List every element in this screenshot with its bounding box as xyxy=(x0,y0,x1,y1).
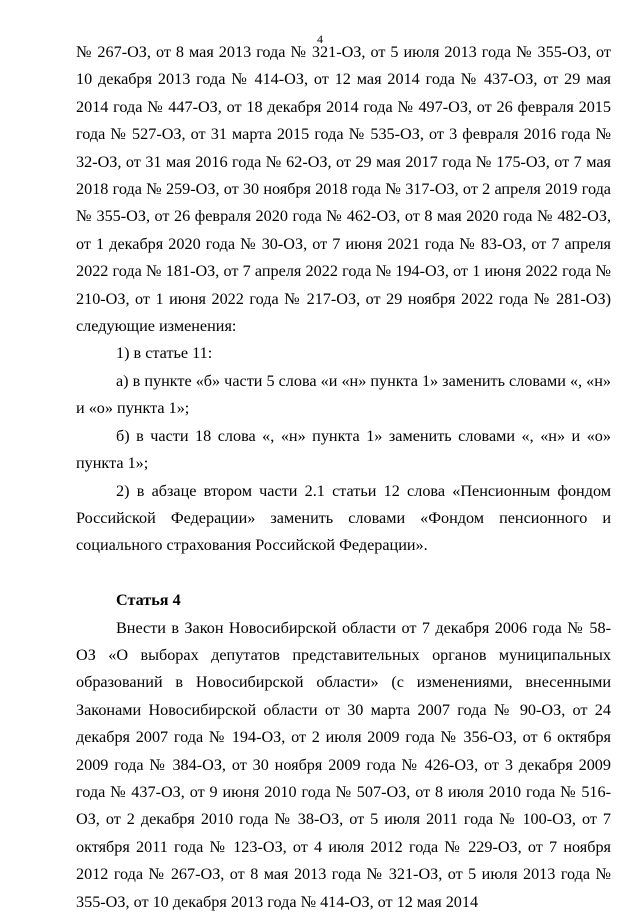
list-item-1b: б) в части 18 слова «, «н» пункта 1» заменить словами «, «н» и «о» пункта 1»; xyxy=(76,426,611,473)
page-number: 4 xyxy=(317,32,323,46)
list-item-1a: а) в пункте «б» части 5 слова «и «н» пункта 1» заменить словами «, «н» и «о» пункта 1»; xyxy=(76,371,611,418)
list-item-2: 2) в абзаце втором части 2.1 статьи 12 слова «Пенсионным фондом Российской Федерации» заменить словами «Фондом пенсионного и социального страхования Российской Федерации». xyxy=(76,481,611,555)
document-body xyxy=(76,39,611,916)
section-spacer xyxy=(76,560,611,587)
article-paragraph: Внести в Закон Новосибирской области от 7 декабря 2006 года № 58-ОЗ «О выборах депутатов представительных органов муниципальных образований в Новосибирской области» (с изменениями, внесенными Законами Новосибирской области от 30 марта 2007 года № 90-ОЗ, от 24 декабря 2007 года № 194-ОЗ, от 2 июля 2009 года № 356-ОЗ, от 6 октября 2009 года № 384-ОЗ, от 30 ноября 2009 года № 426-ОЗ, от 3 декабря 2009 года № 437-ОЗ, от 9 июня 2010 года № 507-ОЗ, от 8 июля 2010 года № 516-ОЗ, от 2 декабря 2010 года № 38-ОЗ, от 5 июля 2011 года № 100-ОЗ, от 7 октября 2011 года № 123-ОЗ, от 4 июля 2012 года № 229-ОЗ, от 7 ноября 2012 года № 267-ОЗ, от 8 мая 2013 года № 321-ОЗ, от 5 июля 2013 года № 355-ОЗ, от 10 декабря 2013 года № 414-ОЗ, от 12 мая 2014 xyxy=(76,618,611,911)
list-item-1: 1) в статье 11: xyxy=(116,344,213,363)
article-heading: Статья 4 xyxy=(116,591,181,610)
continuation-paragraph: № 267-ОЗ, от 8 мая 2013 года № 321-ОЗ, от 5 июля 2013 года № 355-ОЗ, от 10 декабря 2013 года № 414-ОЗ, от 12 мая 2014 года № 437-ОЗ, от 29 мая 2014 года № 447-ОЗ, от 18 декабря 2014 года № 497-ОЗ, от 26 февраля 2015 года № 527-ОЗ, от 31 марта 2015 года № 535-ОЗ, от 3 февраля 2016 года № 32-ОЗ, от 31 мая 2016 года № 62-ОЗ, от 29 мая 2017 года № 175-ОЗ, от 7 мая 2018 года № 259-ОЗ, от 30 ноября 2018 года № 317-ОЗ, от 2 апреля 2019 года № 355-ОЗ, от 26 февраля 2020 года № 462-ОЗ, от 8 мая 2020 года № 482-ОЗ, от 1 декабря 2020 года № 30-ОЗ, от 7 июня 2021 года № 83-ОЗ, от 7 апреля 2022 года № 181-ОЗ, от 7 апреля 2022 года № 194-ОЗ, от 1 июня 2022 года № 210-ОЗ, от 1 июня 2022 года № 217-ОЗ, от 29 ноября 2022 года № 281-ОЗ) следующие изменения: xyxy=(76,43,611,336)
